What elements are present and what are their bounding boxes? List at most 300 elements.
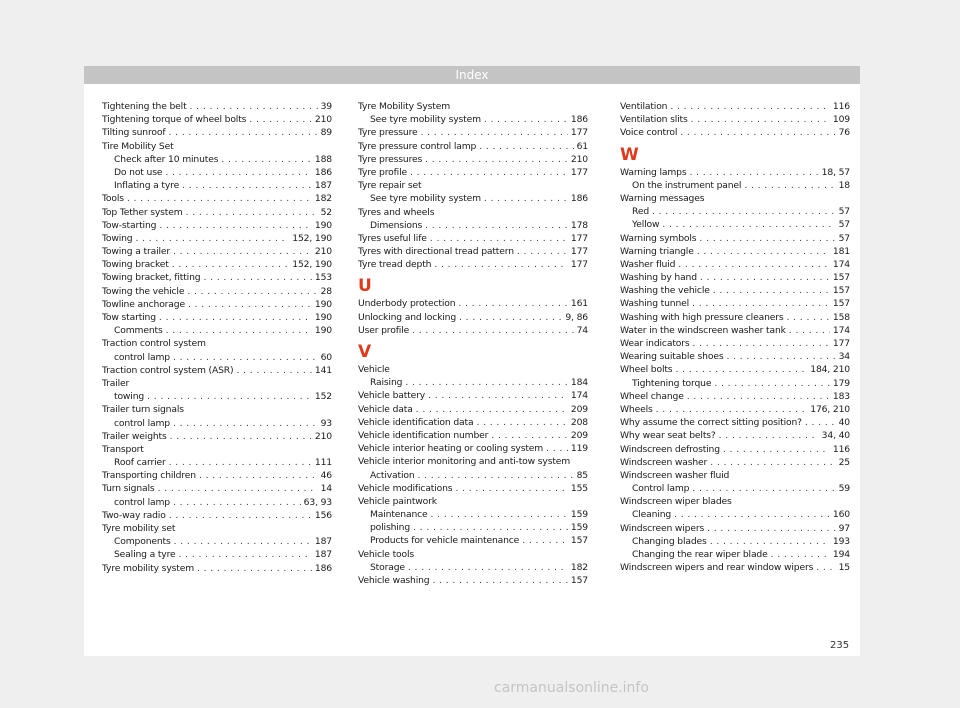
index-entry [620,469,850,482]
dot-leader [410,166,568,179]
index-entry [358,311,588,324]
index-entry [358,455,588,468]
index-entry [358,297,588,310]
index-entry-pages: 182 [314,193,332,205]
dot-leader [678,258,830,271]
dot-leader [197,562,312,575]
index-entry-term: Tyres useful life [358,232,427,244]
index-entry-term: Vehicle battery [358,390,426,402]
index-entry-pages: 209 [570,429,588,441]
index-entry-pages: 74 [576,324,588,336]
index-entry [620,561,850,574]
dot-leader [169,509,312,522]
index-entry-term: Warning triangle [620,245,694,257]
index-entry [620,363,850,376]
dot-leader [158,482,318,495]
dot-leader [169,456,312,469]
index-entry [358,363,588,376]
index-entry-term: towing [114,391,145,403]
dot-leader [172,258,290,271]
index-entry [102,324,332,337]
index-entry-term: Sealing a tyre [114,549,176,561]
index-entry [620,100,850,113]
dot-leader [719,429,819,442]
dot-leader [182,179,312,192]
index-entry-term: Do not use [114,166,163,178]
dot-leader [168,126,317,139]
index-entry [358,324,588,337]
index-entry-pages: 190 [314,325,332,337]
dot-leader [428,389,568,402]
dot-leader [188,298,312,311]
index-entry-term: Washing with high pressure cleaners [620,311,784,323]
index-entry [102,482,332,495]
index-entry [102,245,332,258]
index-entry [358,232,588,245]
index-entry-pages: 184 [570,377,588,389]
dot-leader [675,363,807,376]
index-entry-pages: 174 [832,324,850,336]
index-entry-pages: 177 [570,166,588,178]
index-entry-term: Tools [102,193,124,205]
dot-leader [680,126,835,139]
index-entry-pages: 9, 86 [565,311,588,323]
index-entry [358,442,588,455]
index-entry-term: Tyre pressure [358,127,418,139]
index-entry [358,389,588,402]
index-entry [102,403,332,416]
index-entry-pages: 57 [838,219,850,231]
index-entry-pages: 181 [832,245,850,257]
dot-leader [816,561,835,574]
index-entry-term: Ventilation [620,101,668,112]
index-entry [620,192,850,205]
index-entry-term: Water in the windscreen washer tank [620,324,786,336]
index-entry [358,482,588,495]
dot-leader [186,206,318,219]
index-entry-term: Control lamp [632,483,690,495]
index-entry [620,311,850,324]
index-entry-pages: 176, 210 [810,403,850,415]
index-entry [102,126,332,139]
index-entry-pages: 60 [320,351,332,363]
index-entry-pages: 209 [570,403,588,415]
index-entry [620,508,850,521]
index-entry-pages: 193 [832,535,850,547]
index-entry [620,535,850,548]
dot-leader [418,469,574,482]
index-entry [102,219,332,232]
index-entry-term: Vehicle data [358,403,413,415]
index-entry-term: Ventilation slits [620,114,688,126]
index-entry [102,179,332,192]
dot-leader [187,285,317,298]
index-entry [358,206,588,219]
index-entry-pages: 93 [320,417,332,429]
dot-leader [789,324,830,337]
index-entry-term: Wheel bolts [620,364,673,376]
index-entry-term: Towing the vehicle [102,285,185,297]
index-entry [102,140,332,153]
dot-leader [484,192,568,205]
index-entry [620,179,850,192]
index-entry-term: Tyre pressure control lamp [358,140,477,152]
index-entry-pages: 186 [570,114,588,126]
index-entry-term: Trailer turn signals [102,404,184,416]
index-entry [358,245,588,258]
index-entry-term: Windscreen wipers and rear window wipers [620,562,814,574]
dot-leader [166,324,312,337]
index-entry-term: Changing blades [632,535,707,547]
index-entry [358,100,588,113]
index-entry-pages: 59 [838,483,850,495]
index-entry-pages: 188 [314,153,332,165]
index-entry-term: Tyre repair set [358,180,422,192]
index-entry [620,390,850,403]
index-entry [102,377,332,390]
index-entry-pages: 184, 210 [810,364,850,376]
index-entry [102,417,332,430]
index-entry-term: Top Tether system [102,206,183,218]
dot-leader [173,245,312,258]
index-entry [102,298,332,311]
index-entry-term: Red [632,206,650,218]
index-entry-term: Tow starting [102,312,156,323]
dot-leader [173,417,318,430]
index-entry-term: Towing bracket, fitting [102,272,201,284]
dot-leader [433,574,568,587]
index-entry [358,166,588,179]
index-entry-term: Vehicle interior heating or cooling system [358,443,544,455]
index-entry [358,534,588,547]
index-entry [620,113,850,126]
index-entry-term: Towing a trailer [102,246,171,258]
dot-leader [136,232,290,245]
index-entry [620,482,850,495]
dot-leader [726,350,835,363]
index-entry [358,192,588,205]
index-entry-term: Tightening torque of wheel bolts [102,114,247,126]
dot-leader [173,496,301,509]
dot-leader [459,311,562,324]
dot-leader [662,218,835,231]
index-entry [620,245,850,258]
index-entry-term: Traction control system (ASR) [102,364,234,376]
dot-leader [700,271,830,284]
index-entry [358,140,588,153]
dot-leader [710,456,835,469]
index-entry [102,496,332,509]
index-entry-term: Tyre profile [358,166,407,178]
index-entry-term: Transport [102,443,144,455]
index-entry [358,403,588,416]
index-entry-pages: 119 [570,443,588,455]
index-entry-pages: 186 [314,562,332,574]
index-entry-pages: 187 [314,549,332,561]
index-entry [620,218,850,231]
index-entry-term: On the instrument panel [632,179,742,191]
index-entry [358,548,588,561]
index-entry-pages: 177 [570,127,588,139]
dot-leader [190,100,318,113]
index-entry-term: Unlocking and locking [358,311,457,323]
index-entry [102,443,332,456]
index-entry-term: Turn signals [102,483,155,495]
index-entry-pages: 208 [570,416,588,428]
index-entry-term: Comments [114,325,163,337]
index-entry-term: Warning symbols [620,232,697,244]
index-entry-term: Products for vehicle maintenance [370,535,520,547]
index-entry-term: Components [114,536,171,548]
index-entry [358,508,588,521]
dot-leader [425,153,568,166]
dot-leader [674,508,830,521]
index-entry-term: Vehicle [358,364,390,375]
index-entry-term: Inflating a tyre [114,180,180,192]
page-header [84,66,860,84]
index-entry-term: Towline anchorage [102,298,185,310]
index-entry [102,522,332,535]
index-entry [102,232,332,245]
index-entry-term: Two-way radio [102,509,166,521]
dot-leader [517,245,568,258]
dot-leader [697,245,830,258]
index-entry [358,561,588,574]
index-entry-term: control lamp [114,351,170,363]
index-entry-term: Towing bracket [102,259,169,271]
index-entry-term: Dimensions [370,219,423,231]
index-entry [358,126,588,139]
index-entry-pages: 61 [576,140,588,152]
index-entry-term: Wheel change [620,390,684,402]
dot-leader [693,337,830,350]
index-entry-pages: 157 [832,272,850,284]
index-entry-pages: 34 [838,351,850,363]
index-entry-pages: 111 [314,457,332,469]
dot-leader [771,548,830,561]
index-entry-term: Washer fluid [620,258,676,270]
index-entry [102,430,332,443]
index-entry [102,285,332,298]
index-entry-term: Windscreen wiper blades [620,496,732,508]
index-entry-term: Activation [370,469,415,481]
index-entry-term: Vehicle identification data [358,416,474,428]
index-entry-pages: 190 [314,312,332,323]
index-entry [358,495,588,508]
index-entry-pages: 97 [838,522,850,534]
index-entry [102,364,332,377]
dot-leader [431,508,568,521]
index-entry [102,535,332,548]
index-entry-pages: 141 [314,364,332,376]
index-entry-pages: 177 [570,246,588,258]
index-entry-term: Wearing suitable shoes [620,351,724,363]
index-entry [620,324,850,337]
page-number: 235 [830,640,850,651]
index-entry-pages: 194 [832,549,850,560]
dot-leader [687,390,830,403]
dot-leader [723,443,830,456]
dot-leader [476,416,567,429]
index-entry-pages: 152, 190 [292,259,332,271]
index-entry-pages: 155 [570,482,588,494]
index-entry [620,456,850,469]
index-entry [620,258,850,271]
index-entry-term: See tyre mobility system [370,114,481,126]
index-entry [358,376,588,389]
dot-leader [425,219,568,232]
dot-leader [691,113,830,126]
index-entry-pages: 25 [838,456,850,468]
index-entry-term: Wear indicators [620,338,690,349]
index-entry-pages: 159 [570,522,588,534]
dot-leader [221,153,312,166]
index-entry-term: Windscreen washer fluid [620,469,730,481]
index-entry-term: Towing [102,232,133,244]
index-entry-pages: 152, 190 [292,232,332,244]
dot-leader [699,232,835,245]
index-entry-term: Raising [370,377,403,389]
index-entry [620,403,850,416]
index-entry-term: Vehicle modifications [358,482,453,494]
index-column-3 [620,100,850,574]
index-entry-pages: 190 [314,219,332,231]
index-entry-pages: 177 [570,232,588,244]
index-entry [358,521,588,534]
index-entry-term: Windscreen wipers [620,522,705,534]
index-entry [102,337,332,350]
index-entry [358,113,588,126]
dot-leader [165,166,312,179]
index-entry [358,258,588,271]
index-entry-pages: 179 [832,377,850,389]
index-entry-pages: 159 [570,509,588,521]
index-entry-pages: 158 [832,311,850,323]
dot-leader [412,324,574,337]
dot-leader [203,271,311,284]
index-entry-pages: 161 [570,298,588,310]
index-entry-term: Vehicle interior monitoring and anti-tow system [358,456,571,468]
index-entry-term: Tyres and wheels [358,206,435,218]
index-entry [102,166,332,179]
index-entry-term: Vehicle tools [358,548,415,560]
index-entry-pages: 85 [576,469,588,481]
index-entry [102,100,332,113]
dot-leader [710,535,830,548]
dot-leader [413,521,568,534]
index-entry-pages: 157 [832,298,850,310]
index-entry [102,206,332,219]
index-entry-term: Washing by hand [620,272,697,284]
index-entry [620,232,850,245]
index-entry-pages: 40 [838,417,850,429]
index-entry-term: Cleaning [632,509,672,521]
index-entry-term: Vehicle washing [358,575,430,586]
index-entry-pages: 183 [832,390,850,402]
dot-leader [236,364,311,377]
index-entry-term: Tyre mobility set [102,523,176,534]
index-entry-term: Windscreen defrosting [620,443,720,455]
dot-leader [434,258,568,271]
index-entry [620,495,850,508]
page-title: Index [455,68,489,82]
index-entry-pages: 190 [314,298,332,310]
index-entry [102,509,332,522]
index-entry [620,416,850,429]
index-entry-term: Warning lamps [620,166,687,178]
index-entry [620,377,850,390]
index-entry-term: polishing [370,522,411,534]
index-entry-term: See tyre mobility system [370,193,481,205]
index-entry [620,443,850,456]
index-entry [102,311,332,324]
dot-leader [170,430,312,443]
index-entry-term: Warning messages [620,192,705,204]
dot-leader [707,522,835,535]
dot-leader [416,403,568,416]
index-entry-pages: 174 [832,258,850,270]
section-letter: V [358,342,372,362]
index-entry-term: Vehicle identification number [358,429,489,441]
dot-leader [408,561,568,574]
index-entry-pages: 116 [832,101,850,112]
index-entry-pages: 15 [838,562,850,574]
index-entry [358,429,588,442]
section-letter: W [620,144,639,165]
index-entry [620,284,850,297]
index-entry-term: Tyre pressures [358,153,423,165]
dot-leader [713,284,830,297]
index-entry-pages: 57 [838,206,850,218]
index-entry-term: Trailer [102,377,130,389]
index-entry [102,113,332,126]
index-entry-term: Roof carrier [114,457,166,469]
index-entry-term: Tyre mobility system [102,562,194,574]
dot-leader [522,534,568,547]
index-entry-term: Tire Mobility Set [102,140,174,152]
index-entry-term: Wheels [620,403,653,415]
index-entry [102,562,332,575]
index-entry-pages: 186 [314,166,332,178]
index-entry [620,166,850,179]
index-entry [620,337,850,350]
index-entry-term: Maintenance [370,509,428,521]
dot-leader [787,311,830,324]
index-entry-pages: 160 [832,509,850,521]
index-entry-pages: 157 [570,575,588,586]
index-entry-term: Tightening torque [632,377,712,389]
dot-leader [744,179,835,192]
index-entry-term: Washing the vehicle [620,285,710,297]
index-entry-pages: 39 [320,101,332,112]
index-entry-term: control lamp [114,496,170,508]
index-entry-pages: 14 [320,483,332,495]
dot-leader [159,311,312,324]
index-entry [102,351,332,364]
dot-leader [546,442,568,455]
index-entry-pages: 177 [832,338,850,349]
index-entry-term: Storage [370,561,405,573]
index-entry-pages: 52 [320,206,332,218]
index-entry-pages: 210 [570,153,588,165]
index-entry-term: Tyres with directional tread pattern [358,246,514,258]
index-entry-pages: 157 [570,535,588,547]
index-entry [102,390,332,403]
dot-leader [690,166,819,179]
dot-leader [127,192,312,205]
index-entry [102,192,332,205]
index-entry-pages: 187 [314,536,332,548]
